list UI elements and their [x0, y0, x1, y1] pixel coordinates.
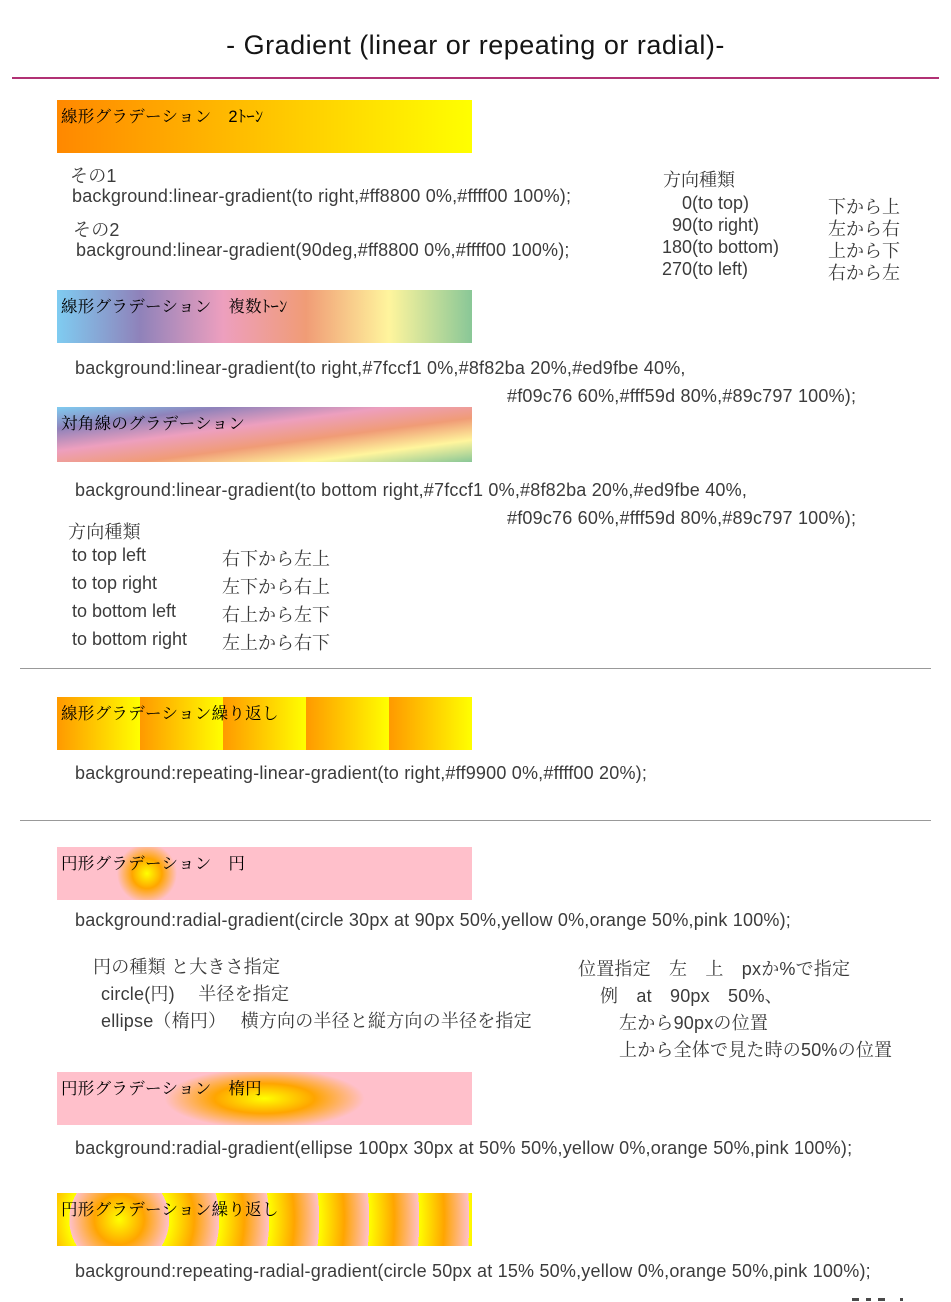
gradient-bar-diagonal — [57, 407, 472, 462]
clipped-glyph-top — [878, 1298, 885, 1301]
gradient-bar-repeating-radial — [57, 1193, 472, 1246]
bar-label-repeating-radial: 円形グラデーション繰り返し — [61, 1201, 279, 1219]
bar-label-radial-circle: 円形グラデーション 円 — [61, 855, 246, 873]
direction-keyword: (to top) — [692, 193, 750, 213]
direction-keyword: (to left) — [692, 259, 749, 279]
direction-desc: 右上から左下 — [222, 605, 330, 625]
direction-angle: 0 — [681, 193, 692, 213]
position-notes-heading: 位置指定 左 上 pxか%で指定 — [578, 959, 851, 979]
code-diagonal-line2: #f09c76 60%,#fff59d 80%,#89c797 100%); — [507, 508, 857, 528]
code-repeating-radial: background:repeating-radial-gradient(circle 50px at 15% 50%,yellow 0%,orange 50%,pink 100%); — [75, 1261, 871, 1281]
position-notes-example: 例 at 90px 50%、 — [600, 986, 783, 1006]
direction-desc: 左下から右上 — [222, 577, 330, 597]
direction-row — [660, 237, 900, 261]
code-diagonal-line1: background:linear-gradient(to bottom right,#7fccf1 0%,#8f82ba 20%,#ed9fbe 40%, — [75, 480, 748, 500]
bar-label-linear-multi-tone: 線形グラデーション 複数ﾄｰﾝ — [61, 298, 288, 316]
gradient-bar-radial-ellipse — [57, 1072, 472, 1125]
code-multi-tone-line2: #f09c76 60%,#fff59d 80%,#89c797 100%); — [507, 386, 857, 406]
example2-label: その2 — [73, 220, 120, 240]
code-multi-tone-line1: background:linear-gradient(to right,#7fccf1 0%,#8f82ba 20%,#ed9fbe 40%, — [75, 358, 686, 378]
bar-label-diagonal: 対角線のグラデーション — [61, 415, 246, 433]
section-divider — [20, 820, 931, 821]
clipped-text-fragment — [852, 1298, 912, 1302]
direction-keyword: (to bottom) — [692, 237, 780, 257]
direction-heading-diagonal: 方向種類 — [68, 522, 141, 542]
clipped-glyph-top — [866, 1298, 871, 1301]
code-linear-90deg: background:linear-gradient(90deg,#ff8800 0%,#ffff00 100%); — [76, 240, 570, 260]
direction-keyword: to top right — [72, 573, 158, 593]
page-title: - Gradient (linear or repeating or radial)- — [226, 30, 725, 60]
direction-keyword: to bottom left — [72, 601, 177, 621]
direction-heading: 方向種類 — [663, 170, 735, 190]
bar-label-linear-two-tone: 線形グラデーション 2ﾄｰﾝ — [61, 108, 264, 126]
size-notes-ellipse: ellipse（楕円） 横方向の半径と縦方向の半径を指定 — [101, 1011, 532, 1031]
direction-keyword: to bottom right — [72, 629, 188, 649]
title-rule — [12, 77, 939, 79]
direction-desc: 左上から右下 — [222, 633, 330, 653]
bar-label-repeating-linear: 線形グラデーション繰り返し — [61, 705, 279, 723]
direction-desc: 下から上 — [828, 197, 900, 217]
direction-keyword: to top left — [72, 545, 147, 565]
direction-desc: 左から右 — [828, 219, 900, 239]
direction-row — [660, 193, 900, 217]
direction-angle: 270 — [661, 259, 692, 279]
code-linear-to-right: background:linear-gradient(to right,#ff8800 0%,#ffff00 100%); — [72, 186, 572, 206]
direction-row — [72, 573, 330, 597]
position-notes-line1: 左から90pxの位置 — [619, 1013, 769, 1033]
direction-desc: 上から下 — [828, 241, 900, 261]
size-notes-heading: 円の種類 と大きさ指定 — [93, 957, 281, 977]
direction-desc: 右から左 — [828, 263, 900, 283]
section-divider — [20, 668, 931, 669]
gradient-bar-repeating-linear — [57, 697, 472, 750]
gradient-bar-linear-two-tone — [57, 100, 472, 153]
code-radial-circle: background:radial-gradient(circle 30px at 90px 50%,yellow 0%,orange 50%,pink 100%); — [75, 910, 792, 930]
direction-types-linear — [660, 166, 951, 290]
gradient-bar-linear-multi-tone — [57, 290, 472, 343]
direction-angle: 90 — [671, 215, 692, 235]
clipped-glyph-top — [852, 1298, 859, 1301]
position-notes-line2: 上から全体で見た時の50%の位置 — [619, 1040, 893, 1060]
direction-keyword: (to right) — [692, 215, 760, 235]
direction-types-diagonal — [72, 545, 392, 660]
bar-label-radial-ellipse: 円形グラデーション 楕円 — [61, 1080, 262, 1098]
direction-row — [72, 629, 330, 653]
direction-row — [72, 545, 330, 569]
size-notes-circle: circle(円) 半径を指定 — [101, 984, 290, 1004]
gradient-bar-radial-circle — [57, 847, 472, 900]
example1-label: その1 — [70, 166, 117, 186]
clipped-glyph-top — [900, 1298, 903, 1301]
direction-row — [72, 601, 330, 625]
direction-desc: 右下から左上 — [222, 549, 330, 569]
direction-angle: 180 — [661, 237, 692, 257]
direction-row — [660, 259, 900, 283]
code-repeating-linear: background:repeating-linear-gradient(to right,#ff9900 0%,#ffff00 20%); — [75, 763, 648, 783]
code-radial-ellipse: background:radial-gradient(ellipse 100px 30px at 50% 50%,yellow 0%,orange 50%,pink 100%); — [75, 1138, 853, 1158]
direction-row — [660, 215, 900, 239]
